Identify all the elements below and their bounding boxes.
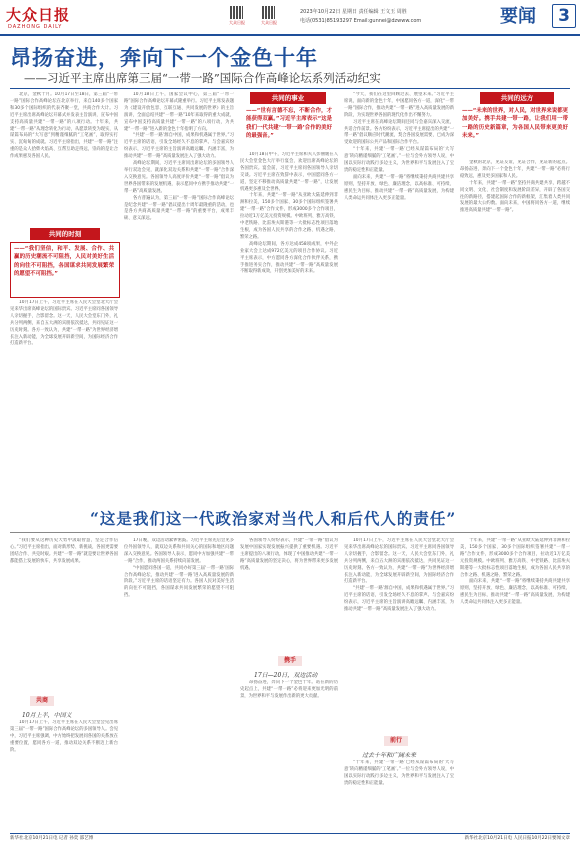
- quote-right: ——“未来的世界，对人民，对世界来说都更加美好。携手共建一带一路，让我们用一带一路的历史新篇章，为各国人民带来更美好未来。”: [462, 108, 568, 139]
- lower-column-5: 十年来，共建“一带一路”从亚欧大陆延伸到非洲和拉美，150多个国家、30多个国际组织签署共建“一带一路”合作文件，形成3000多个合作项目，拉动近1万亿美元投资规模。中欧班列、雅万高铁、中老铁路、比雷埃夫斯港等一大批标志性项目落地生根，成为各国人民共享的合作之路、机遇之路、繁荣之路。 面向未来，共建“一带一路”将继续秉持共商共建共享原则，坚持开放、绿色、廉洁理念，以高标准、可持续、惠民生为目标，推动共建“一带一路”高质量发展，为构建人类命运共同体注入更多正能量。: [460, 538, 570, 606]
- column-5: 金秋的北京，见证友谊，见证合作，见证新的起点。昂扬奋进，奔向下一个金色十年，共建“一带一路”必将行稳致远，惠及更多国家和人民。 十年来，共建“一带一路”坚持共商共建共享，跨越不同文明、文化、社会制度和发展阶段差异，开辟了各国交往的新路径，搭建起国际合作的新框架，汇集着人类共同发展的最大公约数。面向未来，中国将同各方一道，继续推进高质量共建“一带一路”。: [460, 160, 570, 214]
- column-3: 10月18日中午，习近平主席和夫人彭丽媛在人民大会堂金色大厅举行宴会，欢迎出席高峰论坛的各国贵宾。宴会前，习近平主席同各国领导人亲切交谈。习近平主席在致辞中表示，中国愿同各方一道，坚定不移推动高质量共建“一带一路”，让发展机遇更多惠及全世界。 十年来，共建“一带一路”从亚欧大陆延伸到非洲和拉美，150多个国家、30多个国际组织签署共建“一带一路”合作文件，形成3000多个合作项目，拉动近1万亿美元投资规模。中欧班列、雅万高铁、中老铁路、比雷埃夫斯港等一大批标志性项目落地生根，成为各国人民共享的合作之路、机遇之路、繁荣之路。 高峰论坛期间，各方达成458项成果，中外企业家大会上达成972亿美元的项目合作协议。习近平主席表示，中方愿同各方深化合作伙伴关系，携手推进务实合作，推动共建“一带一路”高质量发展不断取得新成效，开创更加美好的未来。: [240, 152, 338, 275]
- column-4: “今天，我们在这里回顾过去、展望未来。”习近平主席说，面向新的金色十年，中国愿同各方一道，深化“一带一路”国际合作，推动共建“一带一路”进入高质量发展的新阶段，为实现世界各国的现代化作出不懈努力。 习近平主席在高峰论坛期间还同与会嘉宾深入交流，共话合作前景。各方纷纷表示，习近平主席提出的共建“一带一路”倡议顺应时代潮流，契合各国发展需要，已成为深受欢迎的国际公共产品和国际合作平台。 “十年来，共建‘一带一路’已经从谋篇布局的‘大写意’转向精谨细腻的‘工笔画’。”一位与会外方领导人说，中国以实际行动践行多边主义，为世界和平与发展注入了宝贵的稳定性和正能量。 面向未来，共建“一带一路”将继续秉持共商共建共享原则，坚持开放、绿色、廉洁理念，以高标准、可持续、惠民生为目标，推动共建“一带一路”高质量发展，为构建人类命运共同体注入更多正能量。: [344, 92, 454, 201]
- section-tag-1: 共商: [30, 696, 54, 706]
- newspaper-logo-sub: DAZHONG DAILY: [8, 24, 63, 30]
- footer-right: 新华社北京10月21日电 人民日报10月22日要闻文章: [464, 836, 570, 841]
- box-title-left: 共同的时刻: [30, 228, 100, 240]
- page-number: 3: [552, 4, 576, 28]
- lower-column-3-top: 各国领导人纷纷表示，共建“一带一路”倡议为发展中国家实现发展振兴提供了重要机遇。习近平主席提出的八项行动，体现了中国推动共建“一带一路”高质量发展的坚定决心，将为世界带来更多发展机遇。: [240, 538, 338, 571]
- lower-column-2: 17日晚，双边活动紧锣密鼓。习近平主席先后会见多位外国领导人，就双边关系和共同关心的国际和地区问题深入交换意见。各国领导人表示，愿同中方加强共建“一带一路”合作，推动两国关系持续向前发展。 “中国愿同各国一道，共同办好第三届‘一带一路’国际合作高峰论坛，推动共建‘一带一路’进入高质量发展的新阶段。”习近平主席的话语坚定有力。各国人民对美好生活的向往不可阻挡，各国谋求共同发展繁荣的愿望不可阻挡。: [124, 538, 234, 599]
- quote-middle: ——“世有言德不忘，不断合作，才能获得双赢。”习近平主席表示“这是我们一代共建‘一带一路’合作的美好的最强音。”: [246, 108, 332, 139]
- box-title-middle: 共同的事业: [250, 92, 326, 104]
- qr-code-icon: [262, 6, 275, 19]
- masthead: [0, 0, 580, 36]
- section-title: 要闻: [500, 6, 536, 27]
- lower-column-1: “我们要从这种历史大势中汲取智慧，坚定合作信心。”习近平主席指出，面对新形势、新挑战，各国更需要团结合作、共克时艰。共建“一带一路”就是要让世界各国都能搭上发展的快车，共享发展成果。: [10, 538, 118, 564]
- qr-right-label: 大众日报: [261, 20, 277, 25]
- section-tag-3: 前行: [384, 736, 408, 746]
- masthead-date: 2023年10月22日 星期日 责任编辑 王文玉 周胜: [300, 9, 407, 15]
- subheadline: ——习近平主席出席第三届“一带一路”国际合作高峰论坛系列活动纪实: [24, 71, 381, 85]
- lower-column-4b: “十年来，共建‘一带一路’已经从谋篇布局的‘大写意’转向精谨细腻的‘工笔画’。”一位与会外方领导人说，中国以实际行动践行多边主义，为世界和平与发展注入了宝贵的稳定性和正能量。: [344, 760, 454, 786]
- pull-quote-headline: “这是我们这一代政治家对当代人和后代人的责任”: [90, 509, 457, 528]
- quote-left: ——“我们坚信，和平、发展、合作、共赢的历史潮流不可阻挡，人民对美好生活的向往不可阻挡，各国谋求共同发展繁荣的愿望不可阻挡。”: [14, 246, 114, 277]
- newspaper-logo: 大众日报: [6, 6, 71, 24]
- page-footer: [10, 833, 570, 846]
- headline: 昂扬奋进，奔向下一个金色十年: [10, 45, 318, 70]
- column-1-top: 北京，金秋十月。10月17日至18日，第三届“一带一路”国际合作高峰论坛在北京举行，来自140多个国家和30多个国际组织的代表齐聚一堂，共商合作大计。习近平主席出席高峰论坛开幕式并发表主旨演讲，宣布中国支持高质量共建“一带一路”的八项行动。十年来，共建“一带一路”从理念转化为行动，从愿景转变为现实，从谋篇布局的“大写意”到精谨细腻的“工笔画”，取得实打实、沉甸甸的成就。习近平主席指出，共建“一带一路”注重的是众人拾柴火焰高、互帮互助走得远，崇尚的是让合作成果惠及各国人民。: [10, 92, 118, 160]
- section-subtitle-3: 过去十年和广阔未来: [362, 752, 417, 759]
- box-title-right: 共同的远方: [480, 92, 554, 104]
- column-2: 10月18日上午，国家会议中心，第三届“一带一路”国际合作高峰论坛开幕式隆重举行。习近平主席发表题为《建设开放包容、互联互通、共同发展的世界》的主旨演讲，全面总结共建“一带一路”10年来取得的重大成就，宣布中国支持高质量共建“一带一路”的八项行动，为共建“一带一路”进入新的金色十年指明了方向。 “共建‘一带一路’源自中国，成果和机遇属于世界。”习近平主席的话语，引发全场经久不息的掌声。与会嘉宾纷纷表示，习近平主席的主旨演讲高瞻远瞩、内涵丰富，为推动共建“一带一路”高质量发展注入了强大动力。 高峰论坛期间，习近平主席同出席论坛的多国领导人举行双边会见，就深化双边关系和共建“一带一路”合作深入交换意见。各国领导人高度评价共建“一带一路”倡议为世界各国带来的发展机遇，表示愿同中方携手推动共建“一带一路”高质量发展。 各方普遍认为，第三届“一带一路”国际合作高峰论坛是纪念共建“一带一路”倡议提出十周年最隆重的活动，也是各方共商高质量共建“一带一路”的重要平台，成果丰硕、意义深远。: [124, 92, 234, 222]
- pull-quote-rule: [10, 532, 570, 533]
- footer-left: 新华社北京10月21日电 记者 孙奕 邵艺博: [10, 836, 94, 841]
- section-subtitle-1: 10月上半，中国义: [22, 712, 72, 719]
- headline-rule: [10, 88, 570, 89]
- qr-code-icon: [230, 6, 243, 19]
- qr-left-label: 大众日报: [229, 20, 245, 25]
- section-subtitle-2: 17日—20日，双边活动: [254, 672, 318, 679]
- masthead-info: [300, 8, 421, 26]
- lower-column-3-bottom: 昂扬奋进，奔向下一个金色十年。站在新的历史起点上，共建“一带一路”必将迎来更加光明的前景，为世界和平与发展作出新的更大贡献。: [240, 680, 338, 699]
- column-1-bottom: 10月17日上午，习近平主席在人民大会堂北大厅会见来华出席高峰论坛的国际贵宾。习近平主席同各国领导人亲切握手，合影留念。这一天，人民大会堂东门外，礼兵分列两侧，来自五大洲的宾朋依次抵达，共同见证这一历史时刻。各方一致认为，共建“一带一路”为世界经济增长注入新动能，为全球发展开辟新空间，为国际经济合作打造新平台。: [10, 300, 118, 347]
- section-tag-2: 携手: [278, 656, 302, 666]
- lower-column-1b: 10月17日上午，习近平主席在人民大会堂会见出席第三届“一带一路”国际合作高峰论坛的多国领导人。会见中，习近平主席强调，中方始终把发展同各国的关系放在重要位置，愿同各方一道，推动双边关系不断迈上新台阶。: [10, 720, 118, 753]
- masthead-contact: 电话(0531)85193297 Email:gunnei@dzwww.com: [300, 18, 422, 24]
- lower-column-4: 10月17日上午，习近平主席在人民大会堂北大厅会见来华出席高峰论坛的国际贵宾。习近平主席同各国领导人亲切握手，合影留念。这一天，人民大会堂东门外，礼兵分列两侧，来自五大洲的宾朋依次抵达，共同见证这一历史时刻。各方一致认为，共建“一带一路”为世界经济增长注入新动能，为全球发展开辟新空间，为国际经济合作打造新平台。 “共建‘一带一路’源自中国，成果和机遇属于世界。”习近平主席的话语，引发全场经久不息的掌声。与会嘉宾纷纷表示，习近平主席的主旨演讲高瞻远瞩、内涵丰富，为推动共建“一带一路”高质量发展注入了强大动力。: [344, 538, 454, 613]
